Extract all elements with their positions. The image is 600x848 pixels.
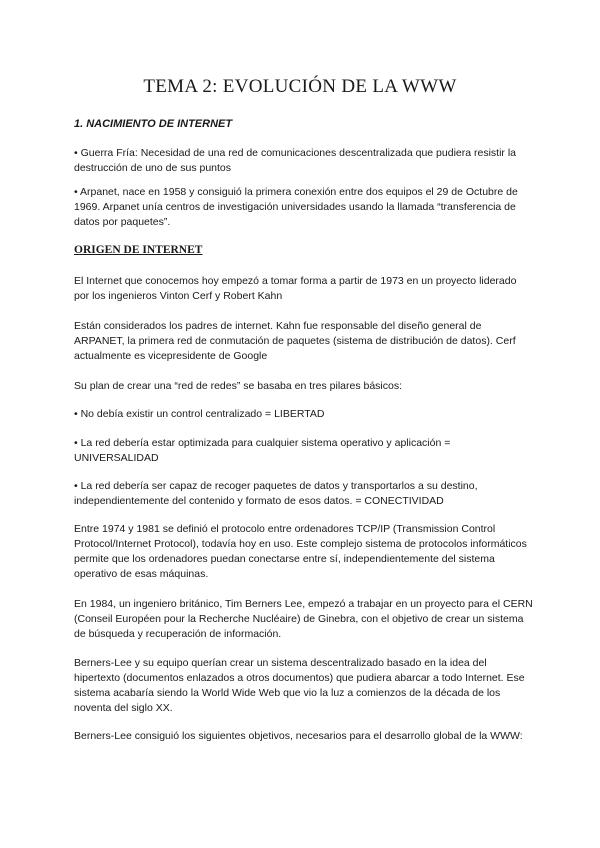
list-item-libertad: • No debía existir un control centralizado = LIBERTAD (74, 408, 325, 420)
paragraph-world-wide-web: Berners-Lee y su equipo querían crear un sistema descentralizado basado en la idea del hipertexto (documentos enlazados a otros documentos) que pudiera abarcar a todo Internet. Ese sistema acabaría siendo la World Wide Web que vio la luz a comienzos de la década de los noventa del siglo XX. (74, 657, 525, 714)
paragraph-tcp-ip: Entre 1974 y 1981 se definió el protocolo entre ordenadores TCP/IP (Transmission Control Protocol/Internet Protocol), todavía hoy en uso. Este complejo sistema de protocolos informáticos permite que los ordenadores puedan conectarse entre sí, independientemente del sistema operativo de esas máquinas. (74, 523, 527, 580)
paragraph-guerra-fria: • Guerra Fría: Necesidad de una red de comunicaciones descentralizada que pudiera resistir la destrucción de uno de sus puntos (74, 147, 516, 174)
section-heading-origen: ORIGEN DE INTERNET (74, 244, 203, 256)
paragraph-arpanet: • Arpanet, nace en 1958 y consiguió la primera conexión entre dos equipos el 29 de Octubre de 1969. Arpanet unía centros de investigación universidades usando la llamada “transferencia de datos por paquetes”. (74, 186, 518, 228)
section-heading-nacimiento: 1. NACIMIENTO DE INTERNET (74, 118, 233, 130)
document-title: TEMA 2: EVOLUCIÓN DE LA WWW (143, 76, 457, 97)
paragraph-plan-red-de-redes: Su plan de crear una “red de redes” se basaba en tres pilares básicos: (74, 380, 403, 392)
list-item-universalidad: • La red debería estar optimizada para cualquier sistema operativo y aplicación = UNIVERSALIDAD (74, 437, 451, 464)
paragraph-berners-lee-cern: En 1984, un ingeniero británico, Tim Berners Lee, empezó a trabajar en un proyecto para el CERN (Conseil Européen pour la Recherche Nucléaire) de Ginebra, con el objetivo de crear un sistema de búsqueda y recuperación de información. (74, 598, 533, 640)
paragraph-padres-internet: Están considerados los padres de internet. Kahn fue responsable del diseño general de ARPANET, la primera red de conmutación de paquetes (sistema de distribución de datos). Cerf actualmente es vicepresidente de Google (74, 320, 516, 362)
list-item-conectividad: • La red debería ser capaz de recoger paquetes de datos y transportarlos a su destino, independientemente del contenido y formato de esos datos. = CONECTIVIDAD (74, 480, 478, 507)
paragraph-internet-1973: El Internet que conocemos hoy empezó a tomar forma a partir de 1973 en un proyecto liderado por los ingenieros Vinton Cerf y Robert Kahn (74, 275, 517, 302)
paragraph-objetivos-www: Berners-Lee consiguió los siguientes objetivos, necesarios para el desarrollo global de la WWW: (74, 730, 523, 742)
